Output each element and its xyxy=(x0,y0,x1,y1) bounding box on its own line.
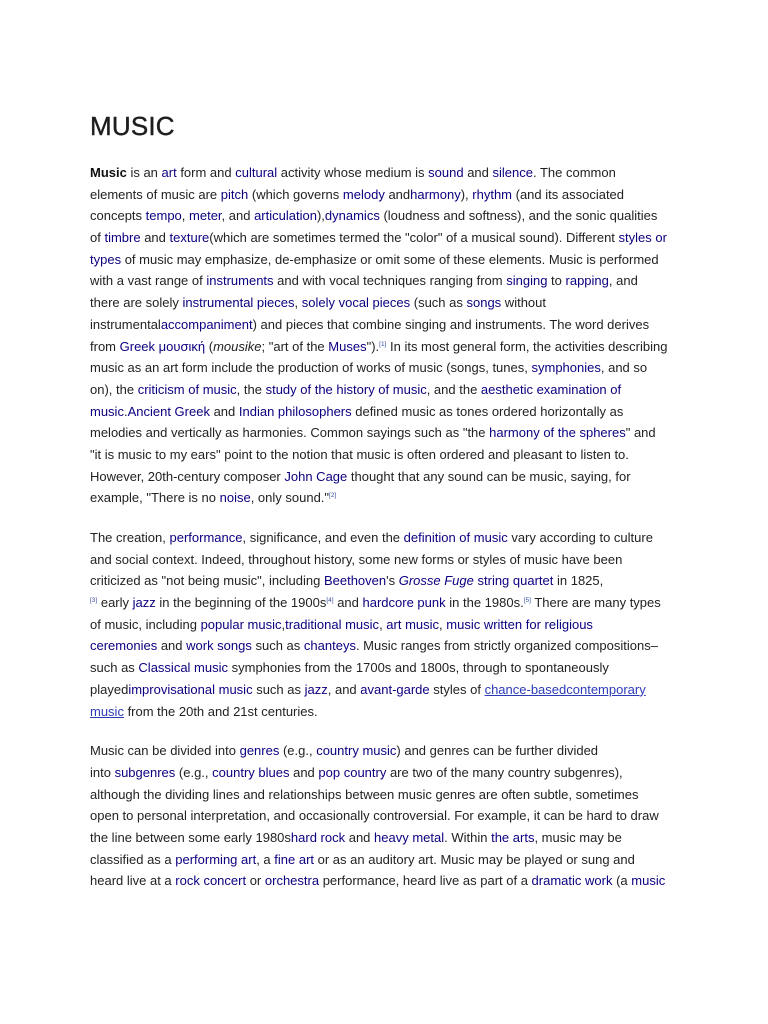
wiki-link[interactable]: study of the history of music xyxy=(265,381,427,397)
text-run: ), xyxy=(460,186,473,202)
text-line xyxy=(90,740,690,762)
text-run: example, "There is no xyxy=(90,490,220,506)
text-line xyxy=(90,762,690,784)
wiki-link[interactable]: work songs xyxy=(186,638,252,654)
wiki-link[interactable]: Beethoven xyxy=(323,573,387,589)
text-line xyxy=(90,422,690,444)
text-line xyxy=(90,357,690,379)
wiki-link[interactable]: string quartet xyxy=(477,573,554,589)
text-run: from xyxy=(90,338,120,354)
text-run: Music can be divided into xyxy=(90,743,240,759)
text-run: of music, including xyxy=(90,616,201,632)
wiki-link[interactable]: jazz xyxy=(304,681,328,697)
text-run: "it is music to my ears" point to the notion that music is often ordered and pleasant to listen to. xyxy=(90,446,629,462)
text-run: and xyxy=(140,230,170,246)
citation-ref[interactable]: [5] xyxy=(523,597,531,605)
text-run: such as xyxy=(90,660,139,676)
wiki-link[interactable]: dramatic work xyxy=(531,873,613,889)
wiki-link[interactable]: texture xyxy=(169,230,210,246)
wiki-link[interactable]: sound xyxy=(428,165,464,180)
text-run: are two of the many country subgenres), xyxy=(386,764,623,780)
wiki-link[interactable]: songs xyxy=(466,295,502,311)
wiki-link[interactable]: the arts xyxy=(491,829,535,845)
text-run: activity whose medium is xyxy=(277,165,429,180)
text-line xyxy=(90,249,690,271)
text-run: , xyxy=(181,208,190,224)
wiki-link[interactable]: meter xyxy=(189,208,222,224)
wiki-link[interactable]: rhythm xyxy=(472,186,513,202)
paragraph xyxy=(90,162,690,509)
text-run: vary according to culture xyxy=(507,530,653,545)
wiki-link[interactable]: criticism of music xyxy=(137,381,237,397)
text-run: is an xyxy=(126,165,162,180)
text-line xyxy=(90,401,690,423)
text-run: 's xyxy=(386,573,399,589)
wiki-link[interactable]: chanteys xyxy=(303,638,356,654)
citation-ref[interactable]: [2] xyxy=(329,492,337,500)
wiki-link[interactable]: music xyxy=(90,403,124,419)
text-run: of music may emphasize, de-emphasize or omit some of these elements. Music is performed xyxy=(121,251,659,267)
text-run: and xyxy=(333,595,363,611)
text-run: . Music ranges from strictly organized compositions– xyxy=(355,638,658,654)
text-run: There are many types xyxy=(530,595,661,611)
wiki-link[interactable]: country music xyxy=(316,743,397,759)
text-run: instrumental xyxy=(90,316,161,332)
wiki-link[interactable]: popular music xyxy=(200,616,282,632)
text-line xyxy=(90,336,690,358)
text-run: , xyxy=(281,616,286,632)
text-line xyxy=(90,270,690,292)
citation-ref[interactable]: [1] xyxy=(379,340,387,348)
wiki-link[interactable]: singing xyxy=(506,273,548,289)
text-run: and xyxy=(157,638,187,654)
text-run: . xyxy=(123,403,128,419)
text-run: , and so xyxy=(600,360,648,376)
text-run: , significance, and even the xyxy=(242,530,404,545)
text-run: from the 20th and 21st centuries. xyxy=(123,703,318,719)
text-line xyxy=(90,657,690,679)
text-run: in 1825, xyxy=(553,573,604,589)
text-run: . The common xyxy=(532,165,616,180)
wiki-link[interactable]: genres xyxy=(239,743,280,759)
text-run: and xyxy=(209,403,239,419)
text-run: elements of music are xyxy=(90,186,221,202)
text-run: form and xyxy=(176,165,236,180)
text-run: (a xyxy=(612,873,632,889)
wiki-link[interactable]: pop country xyxy=(318,764,387,780)
wiki-link[interactable]: timbre xyxy=(104,230,141,246)
wiki-link[interactable]: accompaniment xyxy=(160,316,253,332)
text-run: music as an art form include the production of works of music (songs, tunes, xyxy=(90,360,532,376)
text-run: However, 20th-century composer xyxy=(90,468,285,484)
text-run: and xyxy=(345,829,375,845)
text-line xyxy=(90,592,690,614)
text-run: ), xyxy=(316,208,325,224)
wiki-link[interactable]: Ancient Greek xyxy=(127,403,210,419)
text-run: The creation, xyxy=(90,530,170,545)
wiki-link[interactable]: melody xyxy=(342,186,385,202)
wiki-link[interactable]: definition of music xyxy=(403,530,508,545)
text-run: (e.g., xyxy=(279,743,317,759)
wiki-link[interactable]: cultural xyxy=(235,165,278,180)
wiki-link[interactable]: performing art xyxy=(175,851,257,867)
wiki-link[interactable]: solely vocal pieces xyxy=(301,295,411,311)
wiki-link[interactable]: fine art xyxy=(274,851,315,867)
text-run: , and the xyxy=(426,381,481,397)
text-run: (which are sometimes termed the "color" of a musical sound). Different xyxy=(209,230,619,246)
text-run: . Within xyxy=(444,829,492,845)
page-title: MUSIC xyxy=(90,111,175,141)
text-run: or as an auditory art. Music may be played or sung and xyxy=(314,851,635,867)
text-run: (which governs xyxy=(248,186,343,202)
wiki-link[interactable]: orchestra xyxy=(264,873,320,889)
wiki-link[interactable]: improvisational music xyxy=(128,681,253,697)
text-run: , xyxy=(379,616,387,632)
wiki-link[interactable]: subgenres xyxy=(114,764,176,780)
wiki-link[interactable]: ceremonies xyxy=(90,638,158,654)
citation-ref[interactable]: [4] xyxy=(326,597,334,605)
text-run: , and xyxy=(327,681,361,697)
text-line xyxy=(90,570,690,592)
wiki-link[interactable]: μουσική xyxy=(158,338,206,354)
wiki-link[interactable]: types xyxy=(90,251,122,267)
text-run: , and xyxy=(221,208,255,224)
text-line xyxy=(90,849,690,871)
text-run: open to personal interpretation, and occasionally controversial. For example, it can be hard to draw xyxy=(90,808,659,824)
wiki-link[interactable]: harmony xyxy=(410,186,461,202)
text-line xyxy=(90,184,690,206)
text-run: styles of xyxy=(429,681,485,697)
text-run: or xyxy=(246,873,265,889)
wiki-link[interactable]: noise xyxy=(219,490,251,506)
text-run: performance, heard live as part of a xyxy=(319,873,532,889)
wiki-link[interactable]: pitch xyxy=(220,186,249,202)
wiki-link[interactable]: tempo xyxy=(145,208,182,224)
text-run: and xyxy=(463,165,493,180)
paragraph xyxy=(90,527,690,722)
text-run: "). xyxy=(366,338,380,354)
wiki-link[interactable]: harmony of the spheres xyxy=(489,425,626,441)
text-run: on), the xyxy=(90,381,138,397)
wiki-link[interactable]: music xyxy=(631,873,666,889)
wiki-link[interactable]: articulation xyxy=(254,208,317,224)
text-run: in the 1980s. xyxy=(445,595,524,611)
text-run: and with vocal techniques ranging from xyxy=(273,273,507,289)
text-line xyxy=(90,379,690,401)
wiki-link[interactable]: country blues xyxy=(212,764,290,780)
text-run: without xyxy=(501,295,546,311)
text-line xyxy=(90,314,690,336)
text-run: (loudness and softness), and the sonic qualities xyxy=(379,208,658,224)
wiki-link[interactable]: instrumental pieces xyxy=(182,295,295,311)
text-line xyxy=(90,635,690,657)
text-run: thought that any sound can be music, saying, for xyxy=(347,468,631,484)
text-run: and social context. Indeed, throughout history, some new forms or styles of music have been xyxy=(90,551,623,567)
text-run: , xyxy=(294,295,302,311)
text-run: with a vast range of xyxy=(90,273,207,289)
text-run: , only sound." xyxy=(250,490,330,506)
text-run: (and its associated xyxy=(512,186,625,202)
text-line xyxy=(90,466,690,488)
wiki-link[interactable]: art music xyxy=(386,616,440,632)
text-run: such as xyxy=(252,681,305,697)
wiki-link[interactable]: rapping xyxy=(565,273,609,289)
text-line xyxy=(90,487,690,509)
wiki-link[interactable]: silence xyxy=(492,165,533,180)
text-line xyxy=(90,805,690,827)
text-run: melodies and vertically as harmonies. Common sayings such as "the xyxy=(90,425,490,441)
text-run: In its most general form, the activities describing xyxy=(386,338,668,354)
text-run: (e.g., xyxy=(175,764,213,780)
wiki-link[interactable]: Greek xyxy=(119,338,156,354)
text-line xyxy=(90,162,690,184)
text-run: played xyxy=(90,681,129,697)
wiki-link[interactable]: hardcore punk xyxy=(362,595,446,611)
text-line xyxy=(90,701,690,723)
text-run: there are solely xyxy=(90,295,183,311)
wiki-link[interactable]: aesthetic examination of xyxy=(480,381,622,397)
text-run: ) and pieces that combine singing and instruments. The word derives xyxy=(252,316,650,332)
text-run: of xyxy=(90,230,105,246)
text-run: ; "art of the xyxy=(261,338,329,354)
text-line xyxy=(90,679,690,701)
wiki-link[interactable]: symphonies xyxy=(531,360,601,376)
paragraph xyxy=(90,740,690,892)
text-line xyxy=(90,205,690,227)
text-line xyxy=(90,827,690,849)
text-run: symphonies from the 1700s and 1800s, through to spontaneously xyxy=(228,660,609,676)
wiki-link[interactable]: Classical music xyxy=(138,660,228,676)
wiki-link[interactable]: performance xyxy=(169,530,243,545)
wiki-link[interactable]: instruments xyxy=(206,273,274,289)
wiki-link[interactable]: chance-basedcontemporary xyxy=(484,681,646,697)
text-run: classified as a xyxy=(90,851,176,867)
text-run: to xyxy=(547,273,566,289)
text-run: the line between some early 1980s xyxy=(90,829,291,845)
wiki-link[interactable]: rock concert xyxy=(175,873,247,889)
text-line xyxy=(90,292,690,314)
text-run: , music may be xyxy=(534,829,622,845)
text-run: in the beginning of the 1900s xyxy=(155,595,327,611)
wiki-link[interactable]: hard rock xyxy=(290,829,346,845)
text-line xyxy=(90,227,690,249)
text-run: , xyxy=(439,616,447,632)
text-line xyxy=(90,549,690,571)
text-run: early xyxy=(97,595,133,611)
wiki-link[interactable]: Grosse Fuge xyxy=(398,573,474,589)
text-run: such as xyxy=(251,638,304,654)
text-line xyxy=(90,444,690,466)
wiki-link[interactable]: dynamics xyxy=(324,208,380,224)
text-run: , the xyxy=(236,381,266,397)
wiki-link[interactable]: music xyxy=(90,703,124,719)
citation-ref[interactable]: [3] xyxy=(90,597,98,605)
wiki-link[interactable]: music written for religious xyxy=(446,616,593,632)
text-run: (such as xyxy=(410,295,467,311)
text-run: and xyxy=(384,186,411,202)
text-line xyxy=(90,527,690,549)
text-line xyxy=(90,784,690,806)
wiki-link[interactable]: jazz xyxy=(132,595,156,611)
text-run: concepts xyxy=(90,208,146,224)
wiki-link[interactable]: Muses xyxy=(328,338,367,354)
text-run: criticized as "not being music", including xyxy=(90,573,324,589)
text-run: " and xyxy=(625,425,656,441)
wiki-link[interactable]: John Cage xyxy=(284,468,348,484)
wiki-link[interactable]: avant-garde xyxy=(360,681,430,697)
text-line xyxy=(90,614,690,636)
bold-term: Music xyxy=(90,165,127,180)
text-run: heard live at a xyxy=(90,873,176,889)
wiki-link[interactable]: art xyxy=(161,165,177,180)
text-run: ( xyxy=(205,338,214,354)
text-run: defined music as tones ordered horizontally as xyxy=(351,403,624,419)
wiki-link[interactable]: styles or xyxy=(618,230,667,246)
italic-text: mousike xyxy=(213,338,262,354)
text-run: and xyxy=(289,764,319,780)
text-run: , a xyxy=(256,851,275,867)
wiki-link[interactable]: traditional music xyxy=(285,616,380,632)
text-run: ) and genres can be further divided xyxy=(396,743,599,759)
article-body xyxy=(90,162,690,910)
text-line xyxy=(90,870,690,892)
wiki-link[interactable]: heavy metal xyxy=(374,829,445,845)
text-run: , and xyxy=(608,273,638,289)
wiki-link[interactable]: Indian philosophers xyxy=(238,403,352,419)
text-run: into xyxy=(90,764,115,780)
text-run: although the dividing lines and relationships between music genres are often subtle, sometimes xyxy=(90,786,639,802)
